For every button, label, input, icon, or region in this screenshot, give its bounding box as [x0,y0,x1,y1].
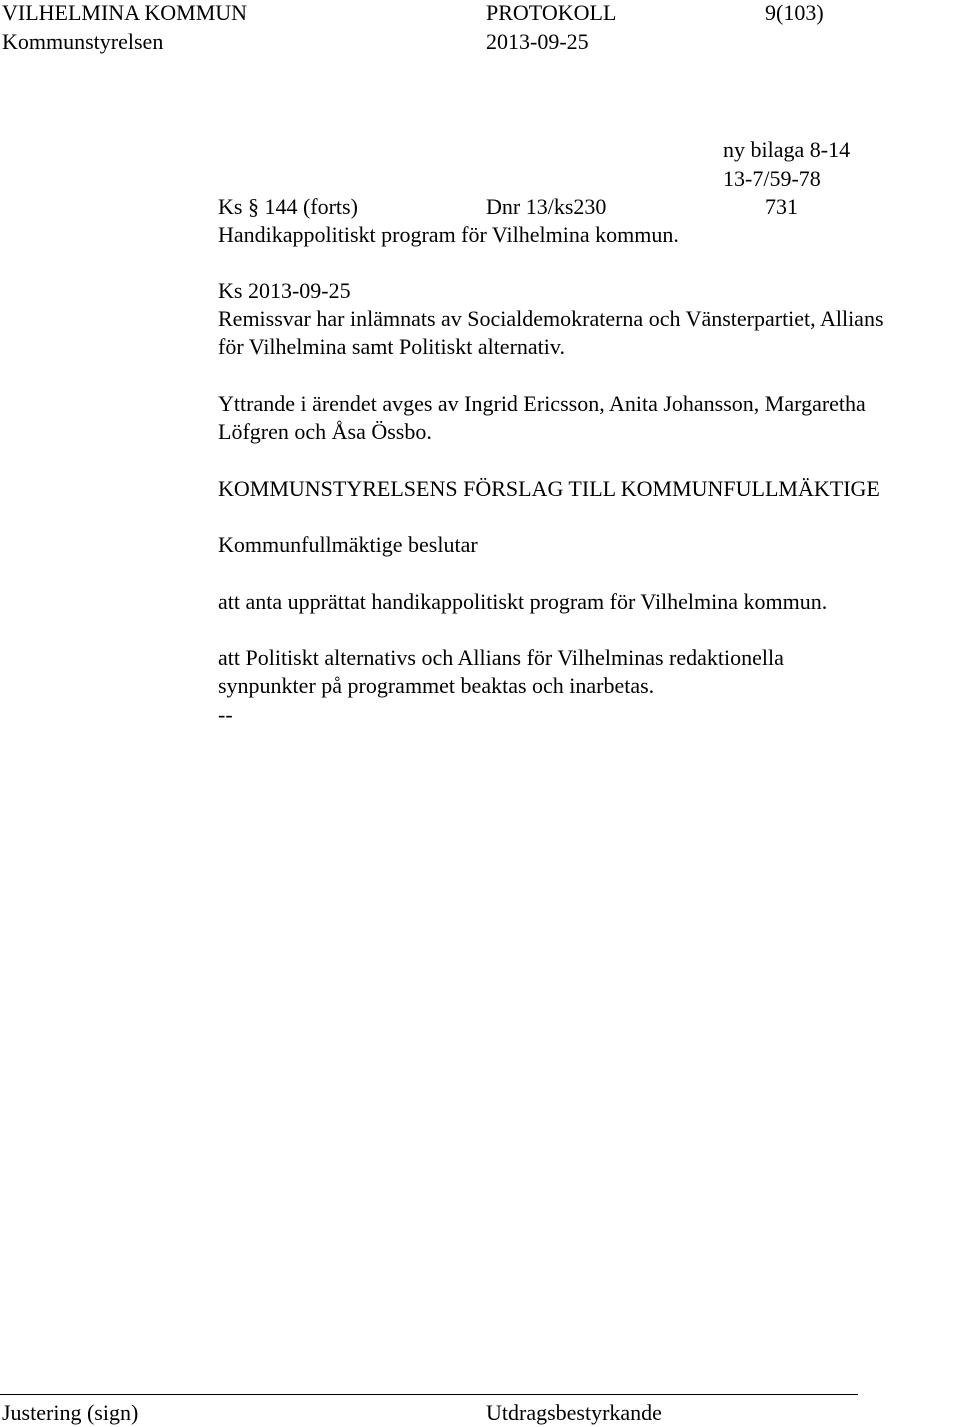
meeting-date: 2013-09-25 [486,29,589,54]
statement-text-line-1: Yttrande i ärendet avges av Ingrid Ericsson, Anita Johansson, Margaretha [218,391,866,416]
document-type: PROTOKOLL [486,0,617,25]
signature-line [0,1394,858,1395]
committee-name: Kommunstyrelsen [2,29,164,54]
item-title: Handikappolitiskt program för Vilhelmina kommun. [218,222,679,247]
proposal-heading: KOMMUNSTYRELSENS FÖRSLAG TILL KOMMUNFULLMÄKTIGE [218,476,880,501]
decision-clause-2-line-1: att Politiskt alternativs och Allians för Vilhelminas redaktionella [218,645,784,670]
reference-number: 13-7/59-78 [723,166,821,191]
attachment-reference: ny bilaga 8-14 [723,137,851,162]
decision-clause-1: att anta upprättat handikappolitiskt program för Vilhelmina kommun. [218,589,828,614]
item-paragraph-label: Ks § 144 (forts) [218,194,358,219]
utdrag-label: Utdragsbestyrkande [486,1400,662,1425]
decision-clause-2-line-2: synpunkter på programmet beaktas och inarbetas. [218,673,655,698]
decision-intro: Kommunfullmäktige beslutar [218,532,478,557]
organisation-name: VILHELMINA KOMMUN [2,0,248,25]
ks-date-line: Ks 2013-09-25 [218,278,351,303]
statement-text-line-2: Löfgren och Åsa Össbo. [218,419,432,444]
remiss-text-line-2: för Vilhelmina samt Politiskt alternativ. [218,334,565,359]
archive-code: 731 [765,194,798,219]
remiss-text-line-1: Remissvar har inlämnats av Socialdemokraterna och Vänsterpartiet, Allians [218,306,884,331]
justering-label: Justering (sign) [2,1400,139,1425]
end-mark: -- [218,702,233,727]
diary-number: Dnr 13/ks230 [486,194,607,219]
page-number: 9(103) [765,0,824,25]
